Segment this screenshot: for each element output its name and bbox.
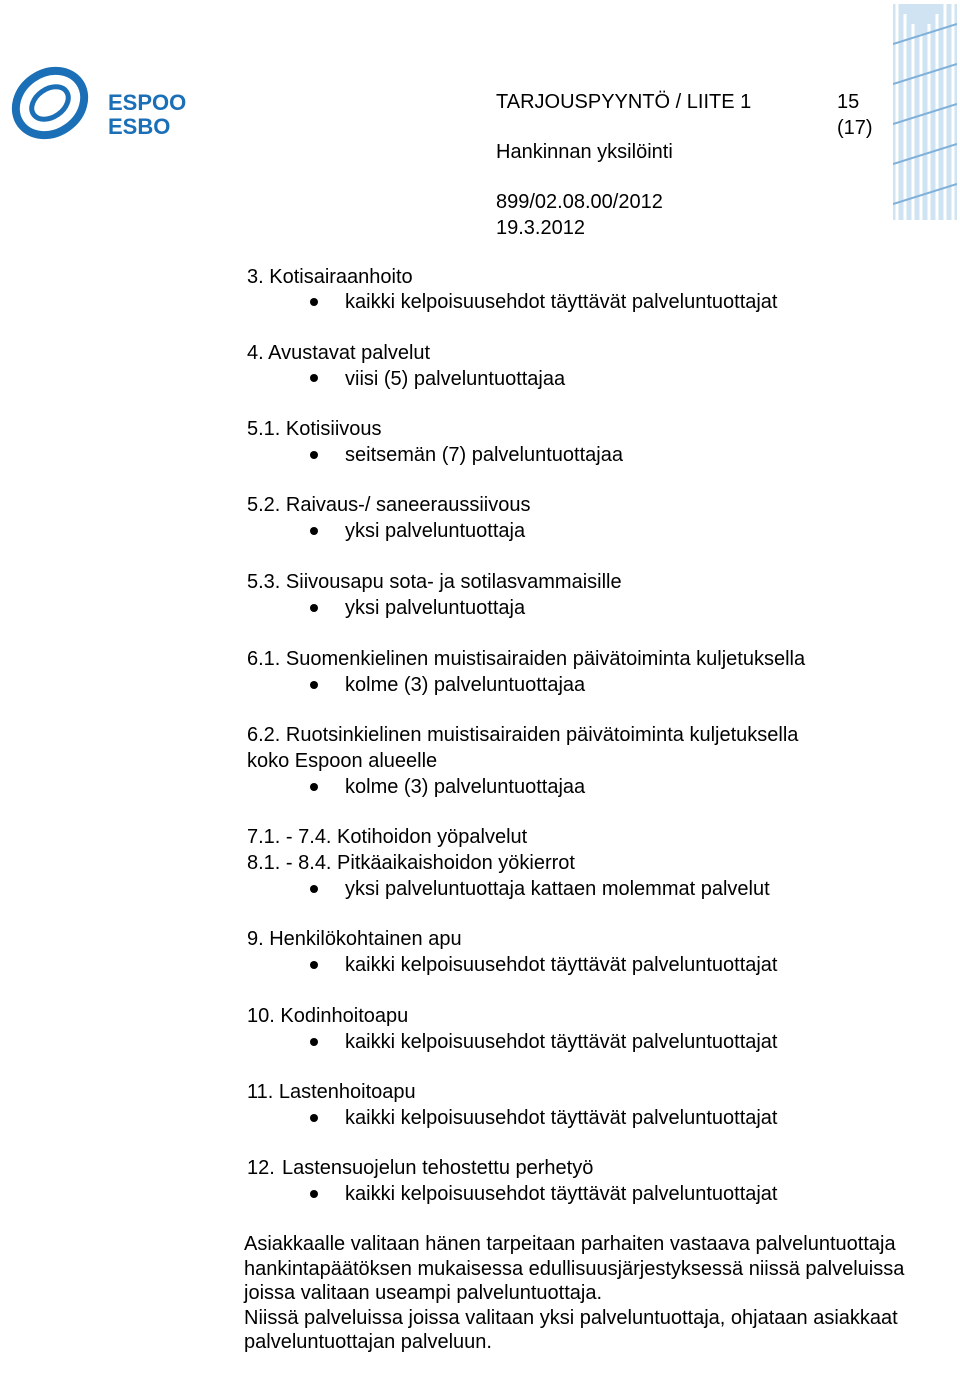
bullet-icon <box>310 527 318 535</box>
section-bullet: kaikki kelpoisuusehdot täyttävät palveluntuottajat <box>345 1031 778 1053</box>
page-total: (17) <box>837 117 873 139</box>
section-bullet: viisi (5) palveluntuottajaa <box>345 368 566 390</box>
section-title: 3. Kotisairaanhoito <box>247 266 413 288</box>
bullet-icon <box>310 961 318 969</box>
section-bullet: kaikki kelpoisuusehdot täyttävät palveluntuottajat <box>345 954 778 976</box>
section-bullet: kaikki kelpoisuusehdot täyttävät palveluntuottajat <box>345 1107 778 1129</box>
section-bullet: yksi palveluntuottaja kattaen molemmat palvelut <box>345 878 770 900</box>
bullet-icon <box>310 681 318 689</box>
bullet-icon <box>310 1038 318 1046</box>
section-title-secondary: 8.1. - 8.4. Pitkäaikaishoidon yökierrot <box>247 852 575 874</box>
section-title: 4. Avustavat palvelut <box>247 342 431 364</box>
logo-text-espoo: ESPOO <box>108 90 187 115</box>
bullet-icon <box>310 1114 318 1122</box>
section-title: 9. Henkilökohtainen apu <box>247 928 462 950</box>
document-subtitle: Hankinnan yksilöinti <box>496 141 673 163</box>
section-title: Lastensuojelun tehostettu perhetyö <box>282 1157 594 1179</box>
bullet-icon <box>310 604 318 612</box>
paragraph-selection-order: Asiakkaalle valitaan hänen tarpeitaan parhaiten vastaava palveluntuottaja hankintapäätöksen mukaisessa edullisuusjärjestyksessä niissä palveluissa joissa valitaan useampi palveluntuottaja. <box>244 1233 905 1304</box>
bullet-icon <box>310 1190 318 1198</box>
bullet-icon <box>310 783 318 791</box>
section-title: 7.1. - 7.4. Kotihoidon yöpalvelut <box>247 826 528 848</box>
section-bullet: yksi palveluntuottaja <box>345 520 526 542</box>
bullet-icon <box>310 885 318 893</box>
bullet-icon <box>310 298 318 306</box>
bullet-icon <box>310 374 318 382</box>
section-title: 6.2. Ruotsinkielinen muistisairaiden päivätoiminta kuljetuksella <box>247 724 799 746</box>
section-title: 5.3. Siivousapu sota- ja sotilasvammaisille <box>247 571 622 593</box>
reference-number: 899/02.08.00/2012 <box>496 191 663 213</box>
page-number: 15 <box>837 91 860 113</box>
section-bullet: kaikki kelpoisuusehdot täyttävät palveluntuottajat <box>345 291 778 313</box>
section-title-continued: koko Espoon alueelle <box>247 750 438 772</box>
espoo-esbo-logo <box>6 58 196 148</box>
section-bullet: yksi palveluntuottaja <box>345 597 526 619</box>
section-bullet: kolme (3) palveluntuottajaa <box>345 776 586 798</box>
section-title: 5.1. Kotisiivous <box>247 418 382 440</box>
section-title: 5.2. Raivaus-/ saneeraussiivous <box>247 494 531 516</box>
section-number: 12. <box>247 1157 275 1179</box>
closing-paragraphs <box>244 1232 944 1355</box>
section-bullet: kaikki kelpoisuusehdot täyttävät palveluntuottajat <box>345 1183 778 1205</box>
section-title: 6.1. Suomenkielinen muistisairaiden päivätoiminta kuljetuksella <box>247 648 806 670</box>
document-date: 19.3.2012 <box>496 217 585 239</box>
bullet-icon <box>310 451 318 459</box>
section-bullet: kolme (3) palveluntuottajaa <box>345 674 586 696</box>
paragraph-single-provider: Niissä palveluissa joissa valitaan yksi palveluntuottaja, ohjataan asiakkaat palveluntuottajan palveluun. <box>244 1306 898 1353</box>
logo-text-esbo: ESBO <box>108 114 171 139</box>
section-bullet: seitsemän (7) palveluntuottajaa <box>345 444 623 466</box>
section-title: 10. Kodinhoitoapu <box>247 1005 409 1027</box>
decorative-stripes <box>893 4 957 220</box>
document-title: TARJOUSPYYNTÖ / LIITE 1 <box>496 91 752 113</box>
section-title: 11. Lastenhoitoapu <box>247 1081 416 1103</box>
